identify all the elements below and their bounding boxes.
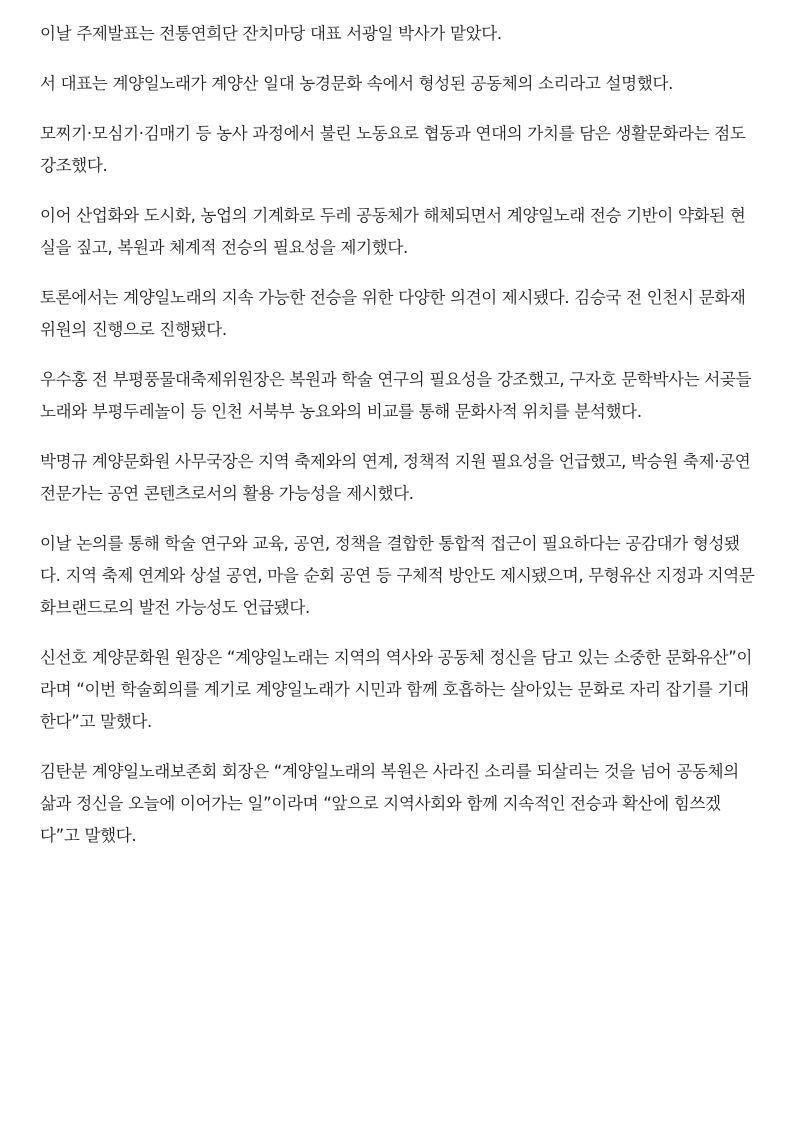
article-paragraph-7: 박명규 계양문화원 사무국장은 지역 축제와의 연계, 정책적 지원 필요성을 언급했고, 박승원 축제·공연 전문가는 공연 콘텐츠로서의 활용 가능성을 제시했다. — [40, 452, 751, 503]
article-paragraph-3: 모찌기·모심기·김매기 등 농사 과정에서 불린 노동요로 협동과 연대의 가치를 담은 생활문화라는 점도 강조했다. — [40, 124, 746, 175]
article-paragraph-5: 토론에서는 계양일노래의 지속 가능한 전승을 위한 다양한 의견이 제시됐다. 김승국 전 인천시 문화재위원의 진행으로 진행됐다. — [40, 288, 746, 339]
article-paragraph-9: 신선호 계양문화원 원장은 “계양일노래는 지역의 역사와 공동체 정신을 담고 있는 소중한 문화유산”이라며 “이번 학술회의를 계기로 계양일노래가 시민과 함께 호흡하는 살아있는 문화로 자리 잡기를 기대한다”고 말했다. — [40, 648, 753, 731]
article-paragraph-2: 서 대표는 계양일노래가 계양산 일대 농경문화 속에서 형성된 공동체의 소리라고 설명했다. — [40, 74, 674, 93]
article-paragraph-10: 김탄분 계양일노래보존회 회장은 “계양일노래의 복원은 사라진 소리를 되살리는 것을 넘어 공동체의 삶과 정신을 오늘에 이어가는 일”이라며 “앞으로 지역사회와 함께 지속적인 전승과 확산에 힘쓰겠다”고 말했다. — [40, 762, 739, 845]
article-paragraph-4: 이어 산업화와 도시화, 농업의 기계화로 두레 공동체가 해체되면서 계양일노래 전승 기반이 약화된 현실을 짚고, 복원과 체계적 전승의 필요성을 제기했다. — [40, 206, 746, 257]
article-paragraph-8: 이날 논의를 통해 학술 연구와 교육, 공연, 정책을 결합한 통합적 접근이 필요하다는 공감대가 형성됐다. 지역 축제 연계와 상설 공연, 마을 순회 공연 등 구체적 방안도 제시됐으며, 무형유산 지정과 지역문화브랜드로의 발전 가능성도 언급됐다. — [40, 534, 755, 617]
article-paragraph-1: 이날 주제발표는 전통연희단 잔치마당 대표 서광일 박사가 맡았다. — [40, 24, 502, 43]
article-paragraph-6: 우수홍 전 부평풍물대축제위원장은 복원과 학술 연구의 필요성을 강조했고, 구자호 문학박사는 서곶들노래와 부평두레놀이 등 인천 서북부 농요와의 비교를 통해 문화사적 위치를 분석했다. — [40, 370, 752, 421]
